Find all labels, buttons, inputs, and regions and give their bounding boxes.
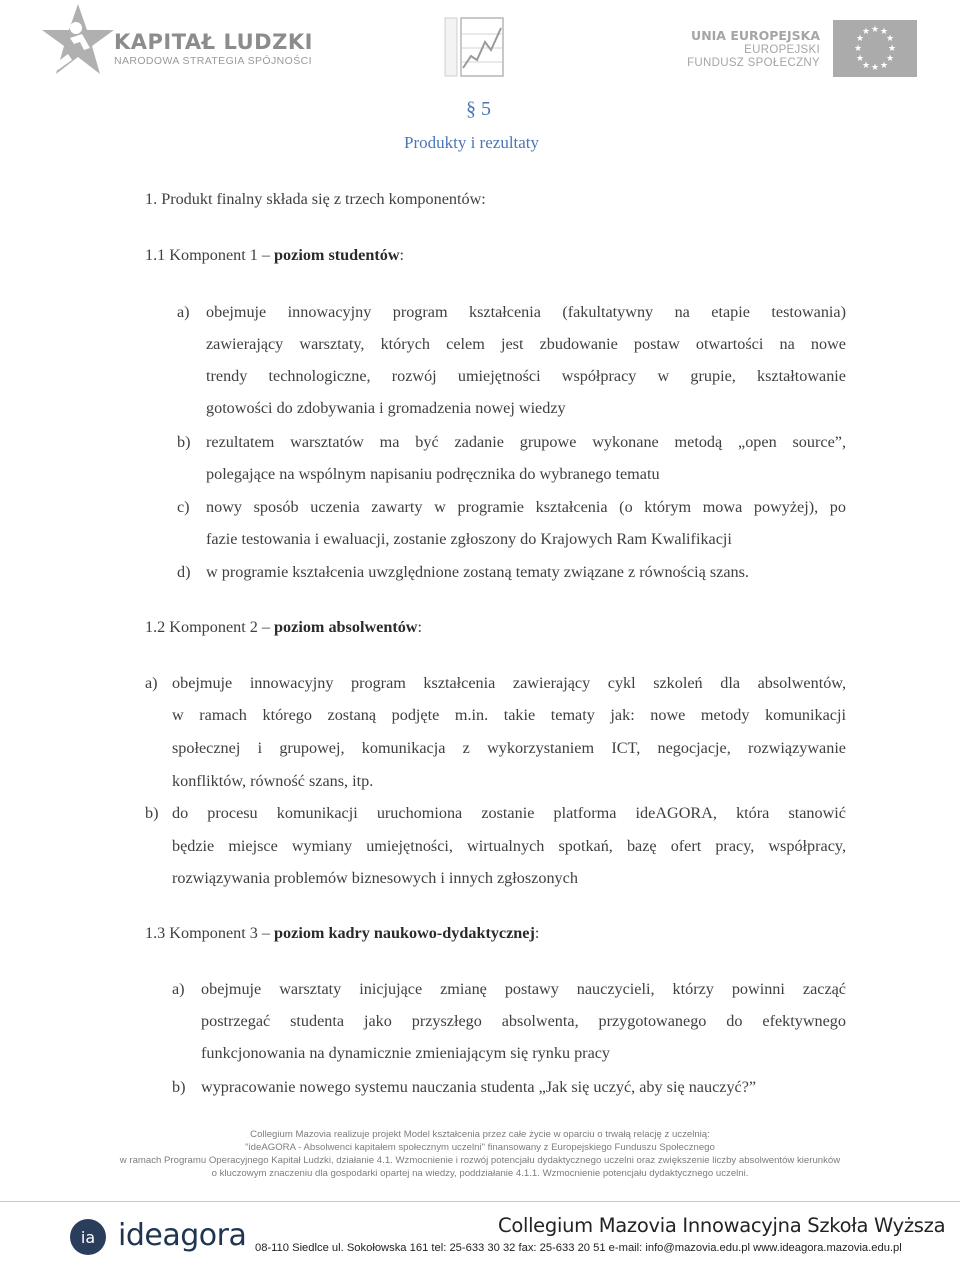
list-item-line: postrzegać studenta jako przyszłego absolwenta, przygotowanego do efektywnego [201,1012,846,1030]
list-item-line: funkcjonowania na dynamicznie zmieniającym się rynku pracy [201,1044,611,1062]
eu-fund-line2: FUNDUSZ SPOŁECZNY [687,57,820,69]
component-1-number: 1.1 Komponent 1 – [145,246,275,264]
list-marker: a) [145,674,158,692]
component-3-colon: : [534,924,540,942]
footer-funding-line: w ramach Programu Operacyjnego Kapitał Ludzki, działanie 4.1. Wzmocnienie i rozwój potencjału dydaktycznego uczelni oraz zwiększenie liczby absolwentów kierunków [119,1155,841,1166]
list-marker: a) [172,980,185,998]
component-3-heading [145,923,539,943]
list-item-line: zawierający warsztaty, których celem jest zbudowanie postaw otwartości na nowe [206,335,846,353]
svg-text:★: ★ [887,44,897,54]
list-item-line: obejmuje innowacyjny program kształcenia zawierający cykl szkoleń dla absolwentów, [172,674,846,692]
footer-funding-line: Collegium Mazovia realizuje projekt Model kształcenia przez całe życie w oparciu o trwałą relację z uczelnią: [250,1129,710,1140]
svg-text:★: ★ [861,61,871,71]
school-address: 08-110 Siedlce ul. Sokołowska 161 tel: 25-633 30 32 fax: 25-633 20 51 e-mail: info@mazovia.edu.pl www.ideagora.mazovia.edu.pl [255,1242,902,1254]
list-marker: b) [172,1078,186,1096]
list-item-line: fazie testowania i ewaluacji, zostanie zgłoszony do Krajowych Ram Kwalifikacji [206,530,732,548]
list-item-line: trendy technologiczne, rozwój umiejętności współpracy w grupie, kształtowanie [206,367,846,385]
list-marker: a) [177,303,190,321]
footer-divider [0,1201,960,1202]
component-2-colon: : [417,618,422,636]
eu-fund-line1: EUROPEJSKI [744,44,820,56]
component-3-number: 1.3 Komponent 3 – [145,924,275,942]
eu-title: UNIA EUROPEJSKA [691,28,820,43]
component-3-title: poziom kadry naukowo-dydaktycznej [274,924,535,942]
collegium-mazovia-logo [443,16,507,80]
ideagora-wordmark: ideagora [118,1218,247,1253]
footer-funding-line: "ideAGORA - Absolwenci kapitałem społecznym uczelni" finansowany z Europejskiego Funduszu Społecznego [245,1142,715,1153]
list-item-line: do procesu komunikacji uruchomiona zostanie platforma ideAGORA, która stanowić [172,804,846,822]
list-item-line: gotowości do zdobywania i gromadzenia nowej wiedzy [206,399,566,417]
component-2-heading [145,617,422,637]
kapital-ludzki-star-icon [38,4,118,86]
ideagora-mark-text: ia [80,1228,96,1247]
list-item-line: obejmuje innowacyjny program kształcenia (fakultatywny na etapie testowania) [206,303,846,321]
list-item-line: polegające na wspólnym napisaniu podręcznika do wybranego tematu [206,465,660,483]
ideagora-mark-icon [68,1218,114,1256]
list-item-line: nowy sposób uczenia zawarty w programie kształcenia (o którym mowa powyżej), po [206,498,846,516]
eu-flag-icon [833,20,917,77]
list-item-line: rezultatem warsztatów ma być zadanie grupowe wykonane metodą „open source”, [206,433,846,451]
svg-text:★: ★ [861,27,871,37]
kapital-ludzki-subtitle: NARODOWA STRATEGIA SPÓJNOŚCI [114,55,312,67]
svg-text:★: ★ [885,54,895,64]
component-2-number: 1.2 Komponent 2 – [145,618,275,636]
section-number: § 5 [466,98,491,120]
svg-text:★: ★ [855,34,865,44]
list-marker: c) [177,498,190,516]
component-1-heading [145,245,404,265]
intro-heading: 1. Produkt finalny składa się z trzech komponentów: [145,190,486,208]
component-1-title: poziom studentów [274,246,400,264]
svg-text:★: ★ [855,54,865,64]
svg-text:★: ★ [885,34,895,44]
school-name: Collegium Mazovia Innowacyjna Szkoła Wyższa [498,1214,946,1237]
section-title: Produkty i rezultaty [404,133,540,152]
component-2-title: poziom absolwentów [274,618,418,636]
list-item-line: w ramach którego zostaną podjęte m.in. takie tematy jak: nowe metody komunikacji [172,706,846,724]
list-item-line: obejmuje warsztaty inicjujące zmianę postawy nauczycieli, którzy powinni zacząć [201,980,846,998]
list-item-line: wypracowanie nowego systemu nauczania studenta „Jak się uczyć, aby się nauczyć?” [201,1078,757,1096]
list-item-line: konfliktów, równość szans, itp. [172,772,374,790]
list-item-line: społecznej i grupowej, komunikacja z wykorzystaniem ICT, negocjacje, rozwiązywanie [172,739,846,757]
list-marker: b) [145,804,159,822]
list-item-line: w programie kształcenia uwzględnione zostaną tematy związane z równością szans. [206,563,749,581]
svg-text:★: ★ [870,25,880,35]
svg-text:★: ★ [879,27,889,37]
kapital-ludzki-title: KAPITAŁ LUDZKI [114,30,313,54]
footer-funding-line: o kluczowym znaczeniu dla gospodarki opartej na wiedzy, poddziałanie 4.1.1. Wzmocnienie potencjału dydaktycznego uczelni. [211,1168,749,1179]
svg-text:★: ★ [879,61,889,71]
list-item-line: rozwiązywania problemów biznesowych i innych zgłoszonych [172,869,578,887]
list-marker: b) [177,433,191,451]
list-item-line: będzie miejsce wymiany umiejętności, wirtualnych spotkań, bazę ofert pracy, współpracy, [172,837,846,855]
svg-text:★: ★ [870,63,880,73]
collegium-chart-icon [443,16,507,80]
component-1-colon: : [399,246,405,264]
list-marker: d) [177,563,191,581]
svg-text:★: ★ [853,44,863,54]
